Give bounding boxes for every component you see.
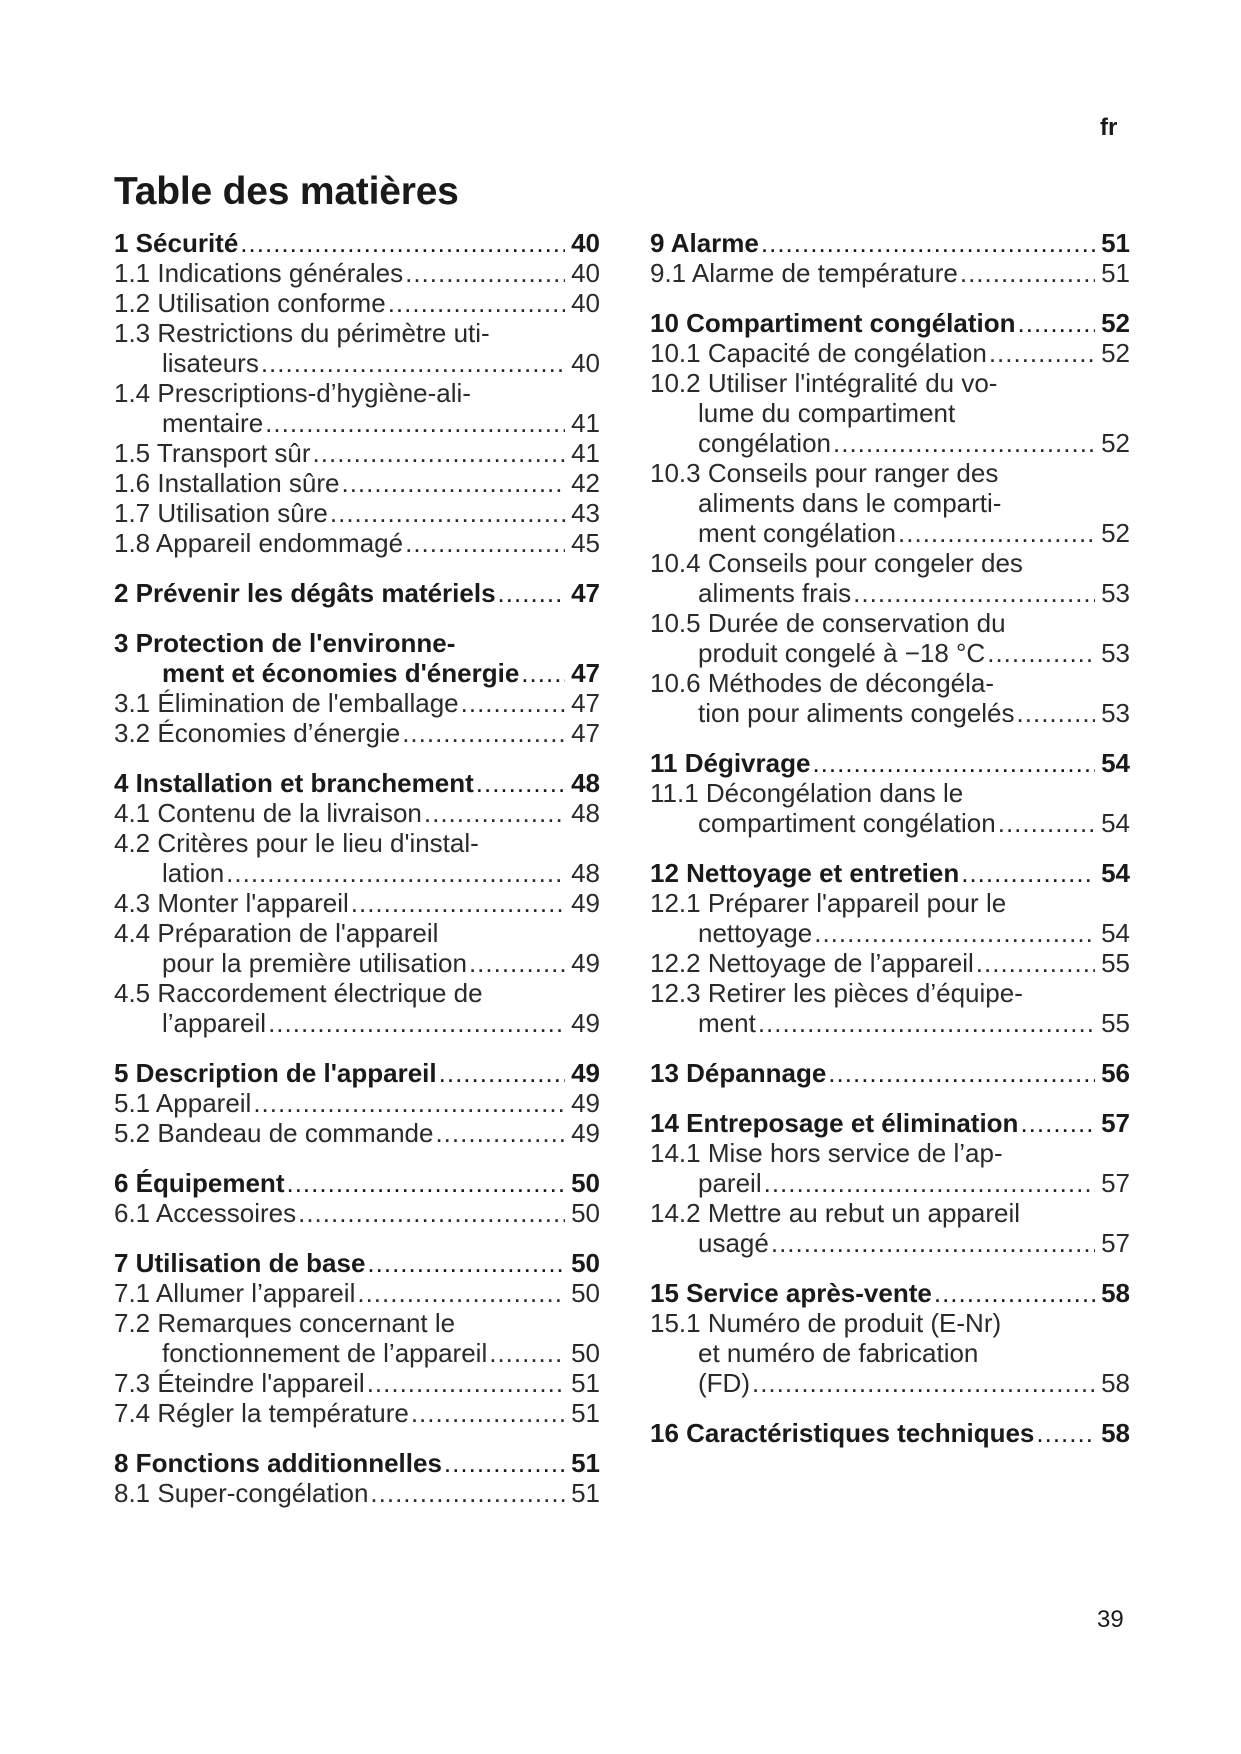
toc-entry-label: 6 Équipement — [114, 1168, 285, 1198]
dot-leader — [853, 578, 1095, 608]
toc-subsection[interactable] — [650, 668, 1130, 728]
dot-leader — [476, 768, 565, 798]
toc-entry-label: 4.4 Préparation de l'appareil — [114, 918, 439, 948]
toc-chapter[interactable] — [650, 1058, 1130, 1088]
dot-leader — [521, 658, 565, 688]
toc-page-number: 57 — [1101, 1168, 1130, 1198]
dot-leader — [367, 1368, 565, 1398]
dot-leader — [761, 228, 1095, 258]
dot-leader — [976, 948, 1095, 978]
toc-chapter[interactable] — [114, 228, 600, 258]
dot-leader — [1020, 1108, 1095, 1138]
section-gap — [114, 608, 600, 628]
toc-page-number: 41 — [571, 438, 600, 468]
toc-subsection[interactable] — [114, 288, 600, 318]
toc-subsection[interactable] — [650, 1138, 1130, 1198]
toc-entry-label: 4 Installation et branchement — [114, 768, 474, 798]
toc-page-number: 51 — [571, 1478, 600, 1508]
section-gap — [650, 838, 1130, 858]
toc-page-number: 53 — [1101, 578, 1130, 608]
dot-leader — [268, 1008, 565, 1038]
dot-leader — [961, 858, 1095, 888]
toc-entry-label: tion pour aliments congelés — [698, 698, 1015, 728]
toc-page-number: 57 — [1101, 1228, 1130, 1258]
dot-leader — [989, 338, 1095, 368]
toc-entry-label: compartiment congélation — [698, 808, 996, 838]
toc-page-number: 49 — [571, 1058, 600, 1088]
toc-chapter[interactable] — [114, 1448, 600, 1478]
dot-leader — [489, 1338, 565, 1368]
dot-leader — [987, 638, 1095, 668]
toc-entry-label: lisateurs — [162, 348, 259, 378]
toc-subsection[interactable] — [114, 688, 600, 718]
toc-page-number: 58 — [1101, 1418, 1130, 1448]
toc-chapter[interactable] — [114, 628, 600, 688]
toc-subsection[interactable] — [114, 798, 600, 828]
toc-subsection[interactable] — [114, 528, 600, 558]
toc-entry-label: 4.5 Raccordement électrique de — [114, 978, 483, 1008]
dot-leader — [341, 468, 565, 498]
toc-entry-label: 10 Compartiment congélation — [650, 308, 1016, 338]
toc-entry-label: 6.1 Accessoires — [114, 1198, 297, 1228]
dot-leader — [411, 1398, 565, 1428]
toc-page-number: 52 — [1101, 428, 1130, 458]
toc-entry-label: 12.1 Préparer l'appareil pour le — [650, 888, 1007, 918]
section-gap — [650, 728, 1130, 748]
toc-subsection[interactable] — [650, 948, 1130, 978]
toc-entry-label: 7.1 Allumer l’appareil — [114, 1278, 356, 1308]
toc-entry-label: 8.1 Super-congélation — [114, 1478, 369, 1508]
toc-subsection[interactable] — [650, 458, 1130, 548]
dot-leader — [934, 1278, 1095, 1308]
toc-page-number: 48 — [571, 858, 600, 888]
toc-entry-label: et numéro de fabrication — [698, 1338, 979, 1368]
toc-entry-label: 1.8 Appareil endommagé — [114, 528, 404, 558]
toc-entry-label: 1.1 Indications générales — [114, 258, 404, 288]
toc-page-number: 51 — [1101, 258, 1130, 288]
dot-leader — [357, 1278, 565, 1308]
toc-entry-label: 11 Dégivrage — [650, 748, 811, 778]
toc-entry-label: 1.4 Prescriptions-d’hygiène-ali- — [114, 378, 471, 408]
toc-entry-label: 7.3 Éteindre l'appareil — [114, 1368, 365, 1398]
dot-leader — [367, 1248, 565, 1278]
toc-page-number: 40 — [571, 288, 600, 318]
toc-entry-label: 15 Service après-vente — [650, 1278, 932, 1308]
toc-entry-label: 14.1 Mise hors service de l’ap- — [650, 1138, 1003, 1168]
toc-entry-label: fonctionnement de l’appareil — [162, 1338, 488, 1368]
toc-entry-label: aliments dans le comparti- — [698, 488, 1002, 518]
toc-entry-label: 7.4 Régler la température — [114, 1398, 409, 1428]
toc-entry-label: 3.2 Économies d’énergie — [114, 718, 401, 748]
toc-page-number: 51 — [571, 1448, 600, 1478]
toc-entry-label: 2 Prévenir les dégâts matériels — [114, 578, 496, 608]
toc-entry-label: lation — [162, 858, 225, 888]
toc-entry-label: 3 Protection de l'environne- — [114, 628, 456, 658]
dot-leader — [752, 1368, 1095, 1398]
toc-entry-label: 1.6 Installation sûre — [114, 468, 340, 498]
toc-page-number: 43 — [571, 498, 600, 528]
toc-page-number: 57 — [1101, 1108, 1130, 1138]
toc-entry-label: 9 Alarme — [650, 228, 759, 258]
toc-entry-label: 8 Fonctions additionnelles — [114, 1448, 442, 1478]
toc-entry-label: 14.2 Mettre au rebut un appareil — [650, 1198, 1021, 1228]
toc-page-number: 42 — [571, 468, 600, 498]
toc-subsection[interactable] — [114, 1398, 600, 1428]
section-gap — [114, 558, 600, 578]
toc-entry-label: 5.1 Appareil — [114, 1088, 252, 1118]
toc-entry-label: 5 Description de l'appareil — [114, 1058, 437, 1088]
toc-entry-label: 14 Entreposage et élimination — [650, 1108, 1019, 1138]
toc-entry-label: ment et économies d'énergie — [162, 658, 520, 688]
toc-page-number: 48 — [571, 798, 600, 828]
toc-entry-label: congélation — [698, 428, 831, 458]
section-gap — [650, 1088, 1130, 1108]
dot-leader — [960, 258, 1095, 288]
toc-page-number: 55 — [1101, 1008, 1130, 1038]
toc-entry-label: usagé — [698, 1228, 769, 1258]
toc-entry-label: 1.5 Transport sûr — [114, 438, 311, 468]
toc-chapter[interactable] — [114, 1168, 600, 1198]
toc-page-number: 50 — [571, 1248, 600, 1278]
toc-page-number: 47 — [571, 658, 600, 688]
toc-page-number: 40 — [571, 228, 600, 258]
toc-entry-label: 10.4 Conseils pour congeler des — [650, 548, 1023, 578]
toc-chapter[interactable] — [650, 1278, 1130, 1308]
toc-subsection[interactable] — [114, 888, 600, 918]
toc-column-left — [114, 228, 600, 1508]
toc-page-number: 41 — [571, 408, 600, 438]
toc-page-number: 50 — [571, 1338, 600, 1368]
toc-entry-label: 5.2 Bandeau de commande — [114, 1118, 434, 1148]
toc-column-right — [650, 228, 1130, 1448]
toc-page-number: 48 — [571, 768, 600, 798]
toc-page-number: 58 — [1101, 1278, 1130, 1308]
dot-leader — [833, 428, 1095, 458]
toc-entry-label: 4.3 Monter l'appareil — [114, 888, 349, 918]
dot-leader — [405, 258, 565, 288]
toc-entry-label: ment — [698, 1008, 756, 1038]
toc-entry-label: 1.2 Utilisation conforme — [114, 288, 386, 318]
toc-subsection[interactable] — [114, 1088, 600, 1118]
dot-leader — [828, 1058, 1095, 1088]
toc-subsection[interactable] — [650, 1308, 1130, 1398]
toc-subsection[interactable] — [114, 1368, 600, 1398]
toc-entry-label: ment congélation — [698, 518, 897, 548]
toc-entry-label: pareil — [698, 1168, 762, 1198]
toc-chapter[interactable] — [650, 228, 1130, 258]
toc-chapter[interactable] — [114, 578, 600, 608]
toc-subsection[interactable] — [114, 378, 600, 438]
dot-leader — [998, 808, 1095, 838]
toc-subsection[interactable] — [114, 1118, 600, 1148]
toc-entry-label: 1.3 Restrictions du périmètre uti- — [114, 318, 490, 348]
toc-subsection[interactable] — [650, 368, 1130, 458]
section-gap — [650, 1258, 1130, 1278]
toc-page-number: 52 — [1101, 338, 1130, 368]
toc-page-number: 50 — [571, 1278, 600, 1308]
toc-entry-label: 9.1 Alarme de température — [650, 258, 958, 288]
toc-page-number: 52 — [1101, 518, 1130, 548]
toc-chapter[interactable] — [114, 768, 600, 798]
section-gap — [114, 1228, 600, 1248]
toc-subsection[interactable] — [650, 978, 1130, 1038]
section-gap — [114, 1148, 600, 1168]
toc-page-number: 54 — [1101, 918, 1130, 948]
toc-page-number: 52 — [1101, 308, 1130, 338]
dot-leader — [812, 748, 1095, 778]
dot-leader — [444, 1448, 565, 1478]
toc-entry-label: 13 Dépannage — [650, 1058, 827, 1088]
toc-subsection[interactable] — [650, 608, 1130, 668]
dot-leader — [265, 408, 565, 438]
dot-leader — [1017, 698, 1096, 728]
dot-leader — [771, 1228, 1095, 1258]
toc-subsection[interactable] — [114, 498, 600, 528]
toc-subsection[interactable] — [114, 468, 600, 498]
dot-leader — [405, 528, 565, 558]
toc-subsection[interactable] — [114, 978, 600, 1038]
toc-chapter[interactable] — [650, 1418, 1130, 1448]
toc-subsection[interactable] — [114, 1198, 600, 1228]
section-gap — [114, 748, 600, 768]
toc-page-number: 50 — [571, 1168, 600, 1198]
dot-leader — [351, 888, 565, 918]
toc-subsection[interactable] — [114, 318, 600, 378]
toc-entry-label: produit congelé à −18 °C — [698, 638, 986, 668]
toc-subsection[interactable] — [114, 258, 600, 288]
dot-leader — [402, 718, 565, 748]
toc-entry-label: nettoyage — [698, 918, 813, 948]
toc-subsection[interactable] — [114, 1278, 600, 1308]
dot-leader — [814, 918, 1095, 948]
toc-entry-label: 7 Utilisation de base — [114, 1248, 366, 1278]
dot-leader — [758, 1008, 1095, 1038]
toc-page-number: 55 — [1101, 948, 1130, 978]
dot-leader — [439, 1058, 565, 1088]
language-code: fr — [1100, 114, 1118, 141]
dot-leader — [1036, 1418, 1095, 1448]
dot-leader — [764, 1168, 1095, 1198]
toc-entry-label: 10.6 Méthodes de décongéla- — [650, 668, 995, 698]
toc-entry-label: 10.3 Conseils pour ranger des — [650, 458, 999, 488]
toc-subsection[interactable] — [114, 1478, 600, 1508]
toc-entry-label: 1.7 Utilisation sûre — [114, 498, 328, 528]
section-gap — [114, 1038, 600, 1058]
toc-entry-label: 4.1 Contenu de la livraison — [114, 798, 422, 828]
section-gap — [114, 1428, 600, 1448]
toc-subsection[interactable] — [650, 778, 1130, 838]
toc-page-number: 51 — [571, 1398, 600, 1428]
toc-entry-label: l’appareil — [162, 1008, 267, 1038]
toc-entry-label: 15.1 Numéro de produit (E-Nr) — [650, 1308, 1002, 1338]
toc-entry-label: 1 Sécurité — [114, 228, 239, 258]
dot-leader — [469, 948, 565, 978]
dot-leader — [298, 1198, 565, 1228]
toc-subsection[interactable] — [114, 438, 600, 468]
toc-page-number: 47 — [571, 718, 600, 748]
toc-subsection[interactable] — [650, 1198, 1130, 1258]
toc-entry-label: lume du compartiment — [698, 398, 956, 428]
toc-subsection[interactable] — [650, 888, 1130, 948]
dot-leader — [435, 1118, 565, 1148]
toc-chapter[interactable] — [650, 748, 1130, 778]
toc-subsection[interactable] — [114, 918, 600, 978]
toc-page-number: 51 — [1101, 228, 1130, 258]
toc-page-number: 54 — [1101, 748, 1130, 778]
toc-entry-label: 10.1 Capacité de congélation — [650, 338, 987, 368]
toc-page-number: 49 — [571, 1118, 600, 1148]
toc-entry-label: aliments frais — [698, 578, 852, 608]
toc-entry-label: 7.2 Remarques concernant le — [114, 1308, 456, 1338]
dot-leader — [313, 438, 566, 468]
toc-entry-label: mentaire — [162, 408, 264, 438]
dot-leader — [1018, 308, 1096, 338]
dot-leader — [240, 228, 565, 258]
section-gap — [650, 288, 1130, 308]
toc-chapter[interactable] — [114, 1058, 600, 1088]
dot-leader — [424, 798, 565, 828]
toc-entry-label: 12 Nettoyage et entretien — [650, 858, 960, 888]
toc-page-number: 40 — [571, 348, 600, 378]
toc-page-number: 47 — [571, 578, 600, 608]
dot-leader — [253, 1088, 565, 1118]
toc-entry-label: 16 Caractéristiques techniques — [650, 1418, 1035, 1448]
dot-leader — [330, 498, 565, 528]
toc-entry-label: 10.5 Durée de conservation du — [650, 608, 1006, 638]
toc-chapter[interactable] — [650, 1108, 1130, 1138]
toc-page-number: 51 — [571, 1368, 600, 1398]
toc-subsection[interactable] — [114, 718, 600, 748]
toc-page-number: 40 — [571, 258, 600, 288]
dot-leader — [461, 688, 565, 718]
toc-subsection[interactable] — [650, 258, 1130, 288]
toc-chapter[interactable] — [650, 308, 1130, 338]
toc-subsection[interactable] — [650, 548, 1130, 608]
section-gap — [650, 1398, 1130, 1418]
dot-leader — [261, 348, 565, 378]
dot-leader — [498, 578, 566, 608]
toc-page-number: 53 — [1101, 698, 1130, 728]
dot-leader — [898, 518, 1095, 548]
toc-entry-label: 12.3 Retirer les pièces d’équipe- — [650, 978, 1023, 1008]
toc-page-number: 50 — [571, 1198, 600, 1228]
toc-page-number: 53 — [1101, 638, 1130, 668]
toc-page-number: 49 — [571, 948, 600, 978]
toc-entry-label: pour la première utilisation — [162, 948, 467, 978]
dot-leader — [226, 858, 565, 888]
toc-entry-label: 3.1 Élimination de l'emballage — [114, 688, 459, 718]
toc-chapter[interactable] — [650, 858, 1130, 888]
toc-subsection[interactable] — [114, 1308, 600, 1368]
toc-entry-label: 11.1 Décongélation dans le — [650, 778, 964, 808]
toc-page-number: 45 — [571, 528, 600, 558]
toc-entry-label: 4.2 Critères pour le lieu d'instal- — [114, 828, 479, 858]
section-gap — [650, 1038, 1130, 1058]
page-title: Table des matières — [114, 170, 459, 213]
toc-subsection[interactable] — [650, 338, 1130, 368]
dot-leader — [286, 1168, 565, 1198]
toc-page-number: 47 — [571, 688, 600, 718]
toc-page-number: 54 — [1101, 808, 1130, 838]
toc-page-number: 49 — [571, 1008, 600, 1038]
toc-chapter[interactable] — [114, 1248, 600, 1278]
toc-page-number: 54 — [1101, 858, 1130, 888]
dot-leader — [370, 1478, 565, 1508]
toc-page-number: 58 — [1101, 1368, 1130, 1398]
toc-entry-label: (FD) — [698, 1368, 750, 1398]
toc-page-number: 49 — [571, 888, 600, 918]
toc-page-number: 56 — [1101, 1058, 1130, 1088]
dot-leader — [388, 288, 565, 318]
page-number: 39 — [1097, 1606, 1124, 1633]
toc-page-number: 49 — [571, 1088, 600, 1118]
toc-entry-label: 10.2 Utiliser l'intégralité du vo- — [650, 368, 998, 398]
toc-entry-label: 12.2 Nettoyage de l’appareil — [650, 948, 974, 978]
toc-subsection[interactable] — [114, 828, 600, 888]
